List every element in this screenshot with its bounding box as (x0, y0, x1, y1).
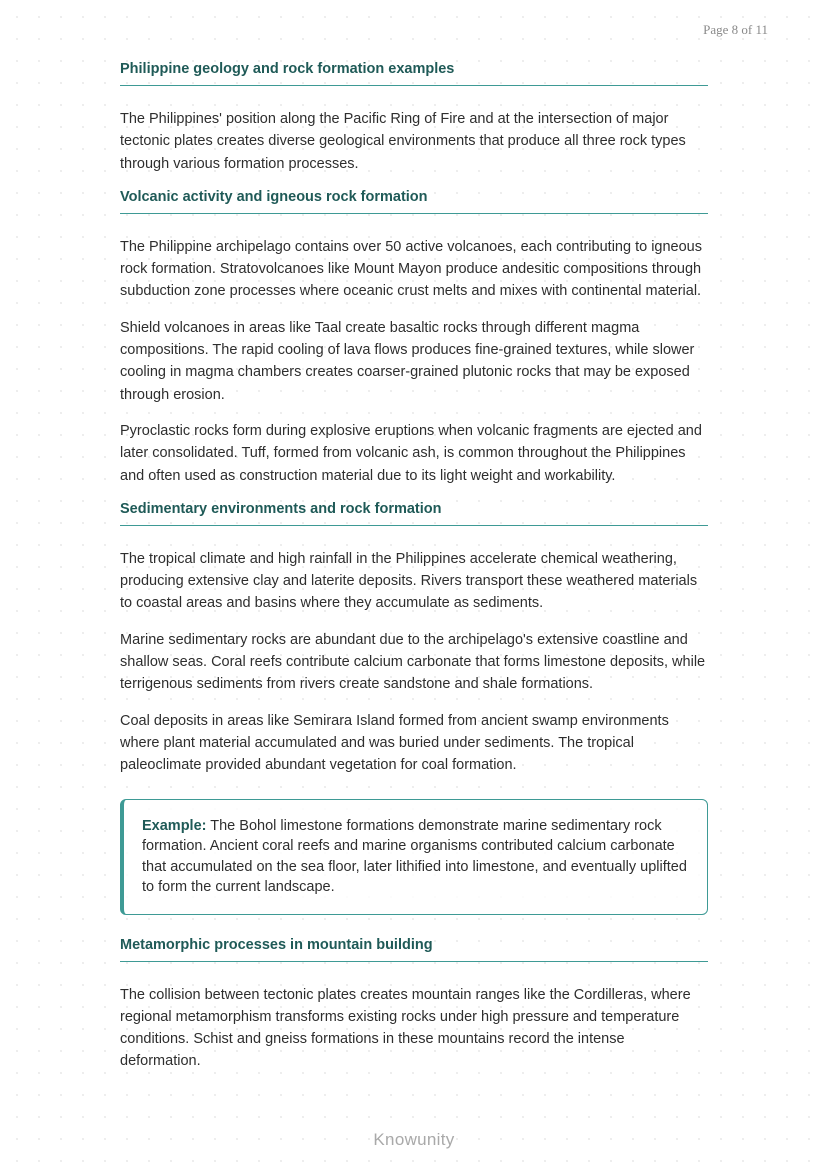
paragraph: Marine sedimentary rocks are abundant due to the archipelago's extensive coastline and shallow seas. Coral reefs contribute calcium carbonate that forms limestone deposits, while terrigenous sediments from rivers create sandstone and shale formations. (120, 631, 706, 693)
callout-label: Example: (142, 817, 207, 834)
page-number: Page 8 of 11 (703, 22, 768, 37)
footer-brand-logo: Knowunity (373, 1130, 455, 1149)
paragraph: The collision between tectonic plates creates mountain ranges like the Cordilleras, where regional metamorphism transforms existing rocks under high pressure and temperature conditions. Schist and gneiss formations in these mountains record the intense deformation. (120, 986, 691, 1070)
section-sedimentary-environments (120, 501, 708, 777)
section-philippine-geology (120, 61, 708, 175)
section-heading: Metamorphic processes in mountain building (120, 937, 708, 962)
section-volcanic-activity (120, 189, 708, 487)
paragraph: Coal deposits in areas like Semirara Island formed from ancient swamp environments where plant material accumulated and was buried under sediments. The tropical paleoclimate provided abundant vegetation for coal formation. (120, 712, 669, 774)
section-heading: Philippine geology and rock formation examples (120, 61, 708, 86)
callout-text (142, 816, 689, 898)
section-heading: Sedimentary environments and rock formation (120, 501, 708, 526)
document-body (120, 61, 708, 1087)
paragraph: Shield volcanoes in areas like Taal create basaltic rocks through different magma compositions. The rapid cooling of lava flows produces fine-grained textures, while slower cooling in magma chambers creates coarser-grained plutonic rocks that may be exposed through erosion. (120, 319, 695, 403)
paragraph: The tropical climate and high rainfall in the Philippines accelerate chemical weathering, producing extensive clay and laterite deposits. Rivers transport these weathered materials to coastal areas and basins where they accumulate as sediments. (120, 550, 698, 612)
callout-body: The Bohol limestone formations demonstrate marine sedimentary rock formation. Ancient coral reefs and marine organisms contributed calcium carbonate that accumulated on the sea floor, later lithified into limestone, and eventually uplifted to form the current landscape. (142, 817, 687, 896)
section-metamorphic-processes (120, 937, 708, 1073)
paragraph: The Philippine archipelago contains over 50 active volcanoes, each contributing to igneous rock formation. Stratovolcanoes like Mount Mayon produce andesitic compositions through subduction zone processes where oceanic crust melts and mixes with continental material. (120, 238, 702, 300)
paragraph: The Philippines' position along the Pacific Ring of Fire and at the intersection of major tectonic plates creates diverse geological environments that produce all three rock types through various formation processes. (120, 111, 686, 172)
paragraph: Pyroclastic rocks form during explosive eruptions when volcanic fragments are ejected and later consolidated. Tuff, formed from volcanic ash, is common throughout the Philippines and often used as construction material due to its light weight and workability. (120, 422, 702, 484)
example-callout (120, 799, 708, 915)
section-heading: Volcanic activity and igneous rock formation (120, 189, 708, 214)
